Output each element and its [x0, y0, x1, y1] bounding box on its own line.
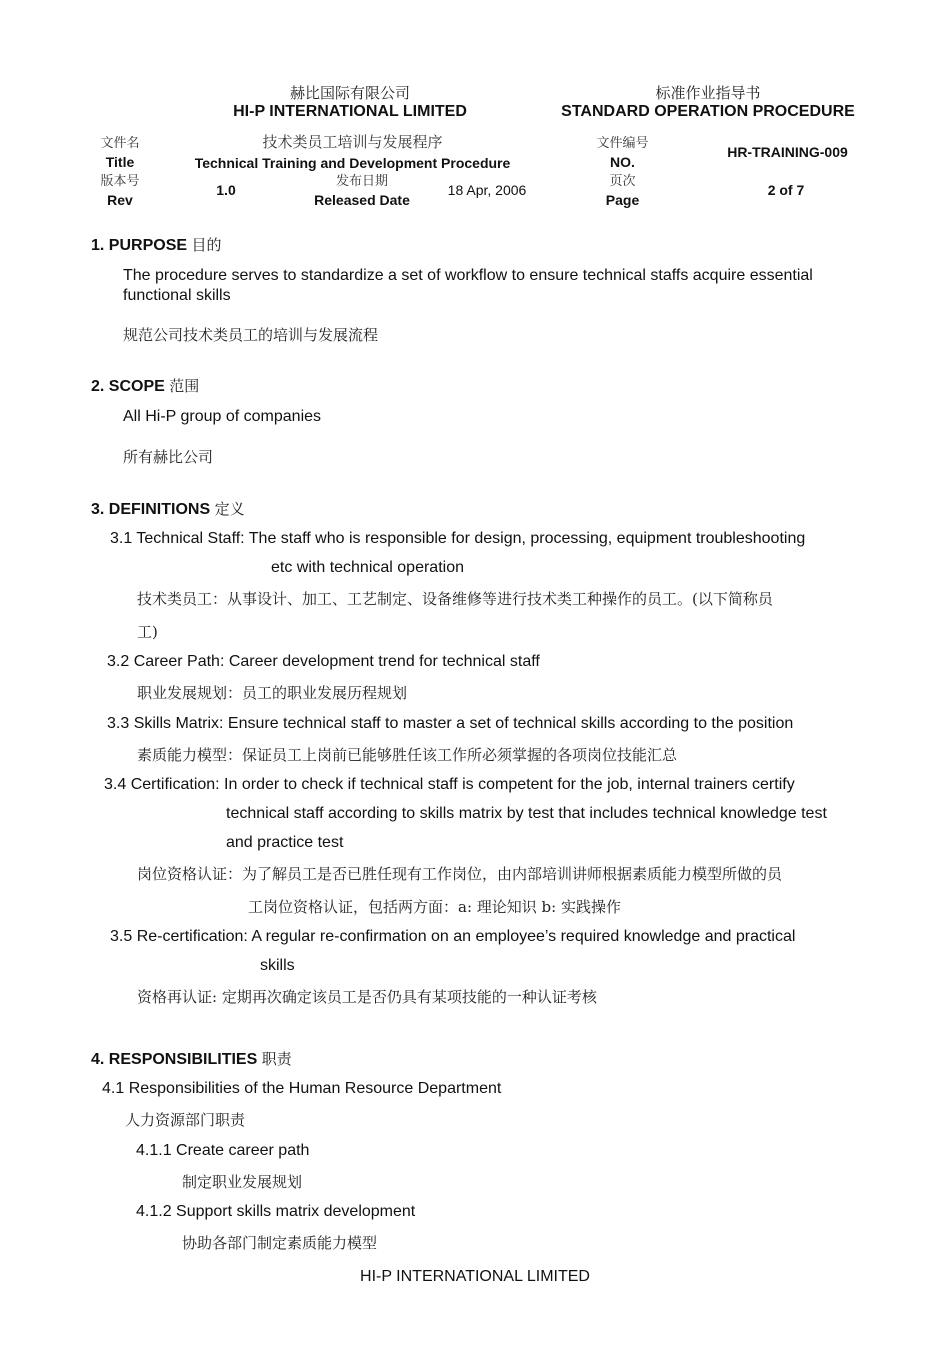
responsibility-4-1-1-zh: 制定职业发展规划	[182, 1173, 303, 1191]
page-label: 页次 Page	[605, 174, 640, 208]
definition-3-1-zh-cont: 工)	[137, 623, 158, 641]
definition-3-3-zh: 素质能力模型：保证员工上岗前已能够胜任该工作所必须掌握的各项岗位技能汇总	[137, 746, 678, 764]
definition-3-1-zh: 技术类员工：从事设计、加工、工艺制定、设备维修等进行技术类工种操作的员工。(以下简称员	[137, 590, 773, 608]
page-value: 2 of 7	[767, 182, 805, 198]
doc-type-zh: 标准作业指导书	[655, 84, 761, 102]
definition-3-4: 3.4 Certification: In order to check if technical staff is competent for the job, internal trainers certify	[104, 776, 795, 793]
purpose-text-zh: 规范公司技术类员工的培训与发展流程	[123, 326, 379, 344]
doc-type-en: STANDARD OPERATION PROCEDURE	[561, 103, 855, 120]
responsibility-4-1-2-zh: 协助各部门制定素质能力模型	[182, 1234, 378, 1252]
definition-3-2: 3.2 Career Path: Career development trend for technical staff	[107, 653, 540, 670]
definition-3-4-zh-cont: 工岗位资格认证，包括两方面：a: 理论知识 b: 实践操作	[248, 898, 621, 916]
scope-text-en: All Hi-P group of companies	[123, 408, 322, 425]
definition-3-3: 3.3 Skills Matrix: Ensure technical staff to master a set of technical skills according to the position	[107, 715, 794, 732]
rev-label: 版本号 Rev	[100, 174, 140, 208]
scope-text-zh: 所有赫比公司	[123, 448, 214, 466]
doc-title: 技术类员工培训与发展程序 Technical Training and Development Procedure	[194, 133, 511, 171]
purpose-text-en: The procedure serves to standardize a set of workflow to ensure technical staffs acquire essential functional skills	[123, 267, 813, 304]
title-label: 文件名 Title	[100, 136, 140, 170]
responsibilities-heading: 4. RESPONSIBILITIES 职责	[91, 1050, 292, 1068]
responsibility-4-1-1: 4.1.1 Create career path	[136, 1142, 310, 1159]
date-label: 发布日期 Released Date	[314, 174, 410, 208]
responsibility-4-1-zh: 人力资源部门职责	[125, 1111, 246, 1129]
date-value: 18 Apr, 2006	[447, 182, 527, 198]
definition-3-4-zh: 岗位资格认证：为了解员工是否已胜任现有工作岗位，由内部培训讲师根据素质能力模型所做的员	[137, 865, 783, 883]
definition-3-2-zh: 职业发展规划：员工的职业发展历程规划	[137, 684, 408, 702]
definition-3-1-cont: etc with technical operation	[271, 559, 464, 576]
company-name-en: HI-P INTERNATIONAL LIMITED	[233, 103, 467, 120]
scope-heading: 2. SCOPE 范围	[91, 377, 200, 395]
definition-3-1: 3.1 Technical Staff: The staff who is responsible for design, processing, equipment troubleshooting	[110, 530, 806, 547]
definitions-heading: 3. DEFINITIONS 定义	[91, 500, 245, 518]
purpose-heading: 1. PURPOSE 目的	[91, 236, 222, 254]
company-name-zh: 赫比国际有限公司	[289, 84, 410, 102]
definition-3-5-cont: skills	[260, 957, 295, 974]
doc-no-label: 文件编号 NO.	[596, 136, 649, 170]
definition-3-5: 3.5 Re-certification: A regular re-confirmation on an employee’s required knowledge and practical	[110, 928, 796, 945]
page-footer: HI-P INTERNATIONAL LIMITED	[360, 1268, 590, 1285]
responsibility-4-1: 4.1 Responsibilities of the Human Resource Department	[102, 1080, 502, 1097]
definition-3-5-zh: 资格再认证: 定期再次确定该员工是否仍具有某项技能的一种认证考核	[137, 988, 597, 1006]
definition-3-4-cont1: technical staff according to skills matrix by test that includes technical knowledge test	[226, 805, 827, 822]
responsibility-4-1-2: 4.1.2 Support skills matrix development	[136, 1203, 416, 1220]
definition-3-4-cont2: and practice test	[226, 834, 344, 851]
rev-value: 1.0	[216, 182, 236, 198]
doc-no-value: HR-TRAINING-009	[727, 144, 848, 160]
